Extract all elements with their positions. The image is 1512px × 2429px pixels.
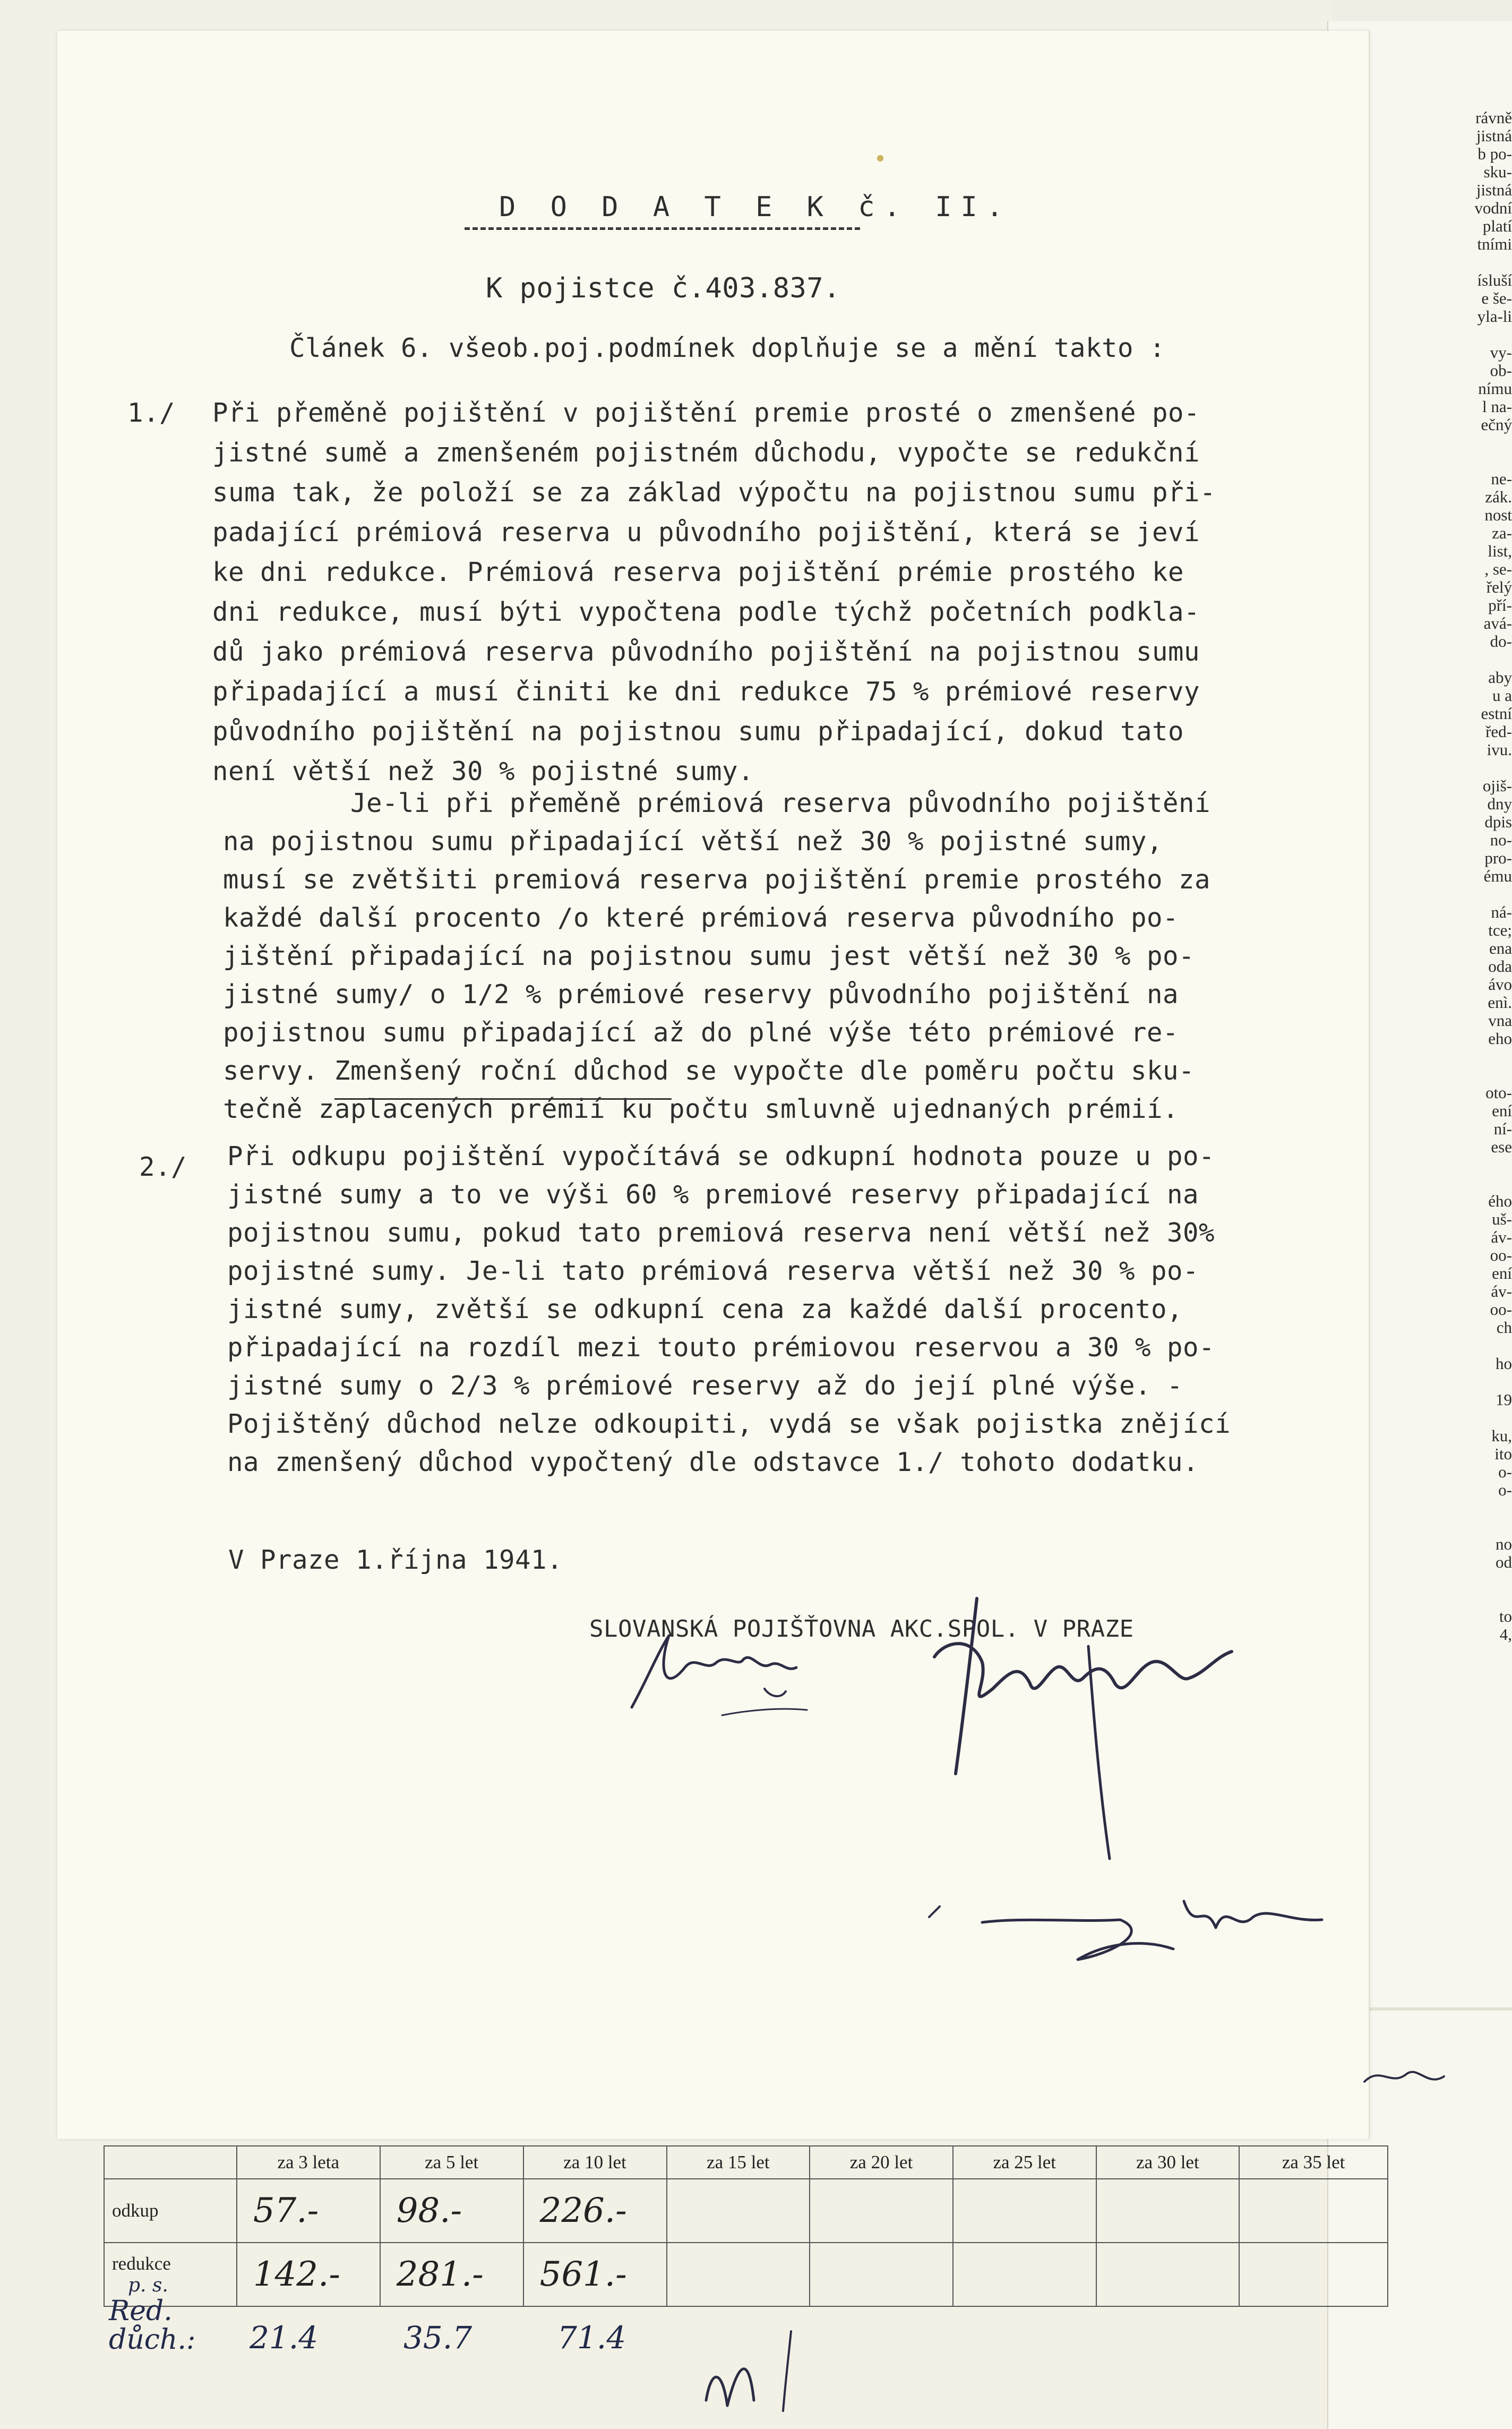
company-name: SLOVANSKÁ POJIŠŤOVNA AKC.SPOL. V PRAZE (589, 1615, 1134, 1643)
right-margin-line: sku- (1483, 162, 1512, 181)
right-margin-line: ení (1492, 1101, 1512, 1120)
right-margin-line: ého (1488, 1192, 1512, 1210)
right-margin-line: áv- (1491, 1282, 1512, 1301)
table-header-cell: za 3 leta (237, 2146, 380, 2179)
right-margin-line: ito (1494, 1444, 1512, 1463)
row-label-text: odkup (112, 2200, 159, 2221)
right-margin-line: ému (1483, 867, 1512, 885)
table-cell (667, 2243, 810, 2306)
table-cell: 142.- (237, 2243, 380, 2306)
table-row-label (104, 2179, 237, 2243)
row-sublabel-text: p. s. (128, 2274, 168, 2296)
table-cell (1239, 2179, 1388, 2243)
right-margin-line: b po- (1477, 144, 1512, 163)
right-margin-line: od (1496, 1553, 1512, 1571)
right-margin-line: ivu. (1487, 740, 1512, 759)
right-margin-line: pro- (1484, 849, 1512, 867)
red-duch-value-10: 71.4 (557, 2320, 626, 2356)
right-margin-line: áv- (1491, 1228, 1512, 1246)
right-margin-line: estní (1481, 704, 1512, 723)
table-cell (953, 2179, 1096, 2243)
section-1-number: 1./ (127, 398, 176, 428)
right-margin-line: o- (1498, 1481, 1512, 1499)
text-line: na zmenšený důchod vypočtený dle odstavce 1./ tohoto dodatku. (227, 1447, 1199, 1477)
text-line: Při odkupu pojištění vypočítává se odkupní hodnota pouze u po- (227, 1141, 1215, 1171)
right-margin-line: řed- (1485, 722, 1512, 741)
table-cell (667, 2179, 810, 2243)
text-line: padající prémiová reserva u původního pojištění, která se jeví (212, 517, 1200, 548)
right-margin-line: ku, (1491, 1426, 1512, 1445)
right-margin-line: pří- (1488, 596, 1512, 614)
red-duch-value-3: 21.4 (250, 2320, 319, 2356)
text-line: jištění připadající na pojistnou sumu jest větší než 30 % po- (223, 941, 1195, 971)
text-line: Je-li při přeměně prémiová reserva původního pojištění (350, 788, 1211, 818)
right-margin-line: oda (1488, 957, 1512, 976)
right-margin-line: nímu (1478, 379, 1512, 398)
text-line: každé další procento /o které prémiová reserva původního po- (223, 903, 1179, 933)
right-margin-line: ne- (1491, 469, 1512, 488)
right-margin-line: za- (1492, 524, 1512, 542)
table-header-row (104, 2146, 1388, 2179)
text-line: jistné sumě a zmenšeném pojistném důchodu, vypočte se redukční (212, 438, 1200, 468)
policy-reference: K pojistce č.403.837. (486, 272, 840, 304)
right-margin-line: vna (1488, 1011, 1512, 1030)
text-line: původního pojištění na pojistnou sumu připadající, dokud tato (212, 716, 1184, 747)
text-line: jistné sumy o 2/3 % prémiové reservy až do její plné výše. - (227, 1371, 1183, 1401)
text-line: není větší než 30 % pojistné sumy. (212, 756, 754, 786)
right-margin-line: ena (1489, 939, 1512, 957)
right-margin-line: u a (1492, 686, 1512, 705)
place-date: V Praze 1.října 1941. (228, 1545, 563, 1575)
text-line: pojistnou sumu připadající až do plné výše této prémiové re- (223, 1017, 1179, 1048)
section-2-number: 2./ (139, 1152, 187, 1182)
right-margin-line: ojiš- (1482, 776, 1512, 795)
right-margin-line: yla-li (1477, 307, 1512, 326)
right-margin-line: to (1499, 1607, 1512, 1626)
text-line: připadající a musí činiti ke dni redukce 75 % prémiové reservy (212, 677, 1200, 707)
table-cell (1096, 2243, 1240, 2306)
right-margin-line: oo- (1490, 1300, 1512, 1319)
right-margin-line: l na- (1482, 397, 1512, 416)
right-margin-line: no- (1490, 831, 1512, 849)
right-margin-line: ečný (1481, 415, 1512, 434)
ink-dot (877, 155, 883, 161)
table-cell (953, 2243, 1096, 2306)
text-line: tečně zaplacených prémií ku počtu smluvně ujednaných prémií. (223, 1094, 1179, 1124)
table-cell: 57.- (237, 2179, 380, 2243)
table-header-cell: za 30 let (1096, 2146, 1240, 2179)
table-row (104, 2243, 1388, 2306)
right-margin-line: no (1496, 1535, 1512, 1553)
right-margin-line: 4, (1499, 1625, 1512, 1644)
document-title: D O D A T E K č. II. (499, 191, 1012, 223)
table-cell (1239, 2243, 1388, 2306)
right-margin-line: ch (1496, 1318, 1512, 1337)
text-line: dů jako prémiová reserva původního pojištění na pojistnou sumu (212, 637, 1200, 667)
text-line: dni redukce, musí býti vypočtena podle týchž početních podkla- (212, 597, 1200, 627)
right-margin-line: enì. (1488, 993, 1512, 1012)
right-margin-line: ení (1492, 1264, 1512, 1282)
right-margin-line: ese (1491, 1137, 1512, 1156)
text-line: servy. Zmenšený roční důchod se vypočte dle poměru počtu sku- (223, 1056, 1195, 1086)
right-margin-line: ní- (1493, 1119, 1512, 1138)
right-margin-line: ho (1496, 1354, 1512, 1373)
text-line: na pojistnou sumu připadající větší než 30 % pojistné sumy, (223, 826, 1163, 857)
table-cell: 561.- (523, 2243, 667, 2306)
right-margin-line: platí (1482, 217, 1512, 235)
text-line: Při přeměně pojištění v pojištění premie prosté o zmenšené po- (212, 398, 1200, 428)
table-header-cell: za 20 let (810, 2146, 953, 2179)
text-line: jistné sumy a to ve výši 60 % premiové reservy připadající na (227, 1179, 1199, 1210)
signature-left (626, 1604, 839, 1726)
right-margin-line: dpis (1484, 812, 1512, 831)
underline-zmenseny-duchod (334, 1098, 672, 1100)
table-cell: 226.- (523, 2179, 667, 2243)
redemption-table (104, 2145, 1388, 2296)
table-header-cell: za 5 let (380, 2146, 523, 2179)
red-duch-label (109, 2297, 195, 2354)
red-duch-label-line2: důch.: (109, 2324, 196, 2356)
table-cell: 281.- (380, 2243, 523, 2306)
table-cell: 98.- (380, 2179, 523, 2243)
table-header-corner (104, 2146, 237, 2179)
text-line: suma tak, že položí se za základ výpočtu na pojistnou sumu při- (212, 477, 1216, 508)
table-cell (810, 2243, 953, 2306)
margin-scribble (1359, 2055, 1465, 2098)
right-margin-line: jistná (1476, 126, 1512, 145)
text-line: jistné sumy/ o 1/2 % prémiové reservy původního pojištění na (223, 979, 1179, 1010)
signature-right (913, 1583, 1242, 1880)
right-margin-line: ísluší (1477, 271, 1512, 289)
right-margin-line: ná- (1491, 903, 1512, 921)
right-margin-line: vy- (1490, 343, 1512, 362)
right-margin-line: tními (1477, 235, 1512, 253)
right-margin-line: list, (1488, 542, 1512, 560)
right-margin-line: nost (1484, 506, 1512, 524)
initials-bottom (690, 2321, 839, 2427)
right-margin-line: ob- (1490, 361, 1512, 380)
right-margin-line: rávně (1475, 108, 1512, 127)
right-margin-line: avá- (1483, 614, 1512, 632)
right-margin-line: vodní (1474, 199, 1512, 217)
right-margin-line: aby (1488, 668, 1512, 687)
right-margin-line: zák. (1485, 487, 1512, 506)
table-cell (810, 2179, 953, 2243)
right-margin-line: dny (1487, 794, 1512, 813)
right-margin-line: uš- (1492, 1210, 1512, 1228)
values-table (104, 2145, 1388, 2307)
text-line: pojistnou sumu, pokud tato premiová reserva není větší než 30% (227, 1218, 1215, 1248)
text-line: připadající na rozdíl mezi touto prémiovou reservou a 30 % po- (227, 1332, 1215, 1363)
text-line: musí se zvětšiti premiová reserva pojištění premie prostého za (223, 865, 1211, 895)
title-underline (465, 227, 860, 230)
row-label-text: redukce (112, 2253, 171, 2274)
text-line: Pojištěný důchod nelze odkoupiti, vydá se však pojistka znějící (227, 1409, 1231, 1439)
right-margin-line: , se- (1484, 560, 1512, 578)
table-row (104, 2179, 1388, 2243)
table-header-cell: za 35 let (1239, 2146, 1388, 2179)
text-line: jistné sumy, zvětší se odkupní cena za každé další procento, (227, 1294, 1183, 1324)
red-duch-label-line1: Red. (109, 2295, 173, 2327)
intro-line: Článek 6. všeob.poj.podmínek doplňuje se a mění takto : (289, 333, 1166, 363)
right-margin-line: řelý (1486, 578, 1512, 596)
table-header-cell: za 10 let (523, 2146, 667, 2179)
right-margin-line: 19 (1496, 1390, 1512, 1409)
right-margin-line: oo- (1490, 1246, 1512, 1264)
table-cell (1096, 2179, 1240, 2243)
signature-lower (918, 1869, 1333, 1975)
right-margin-line: eho (1488, 1029, 1512, 1048)
right-margin-line: e še- (1481, 289, 1512, 307)
text-line: ke dni redukce. Prémiová reserva pojištění prémie prostého ke (212, 557, 1184, 587)
right-margin-line: o- (1498, 1462, 1512, 1481)
right-margin-line: oto- (1485, 1083, 1512, 1102)
red-duch-value-5: 35.7 (403, 2320, 472, 2356)
right-margin-line: jistná (1476, 181, 1512, 199)
right-margin-line: ávo (1488, 975, 1512, 994)
right-margin-line: tce; (1488, 921, 1512, 939)
table-header-cell: za 15 let (667, 2146, 810, 2179)
right-margin-line: do- (1490, 632, 1512, 651)
text-line: pojistné sumy. Je-li tato prémiová reserva větší než 30 % po- (227, 1256, 1199, 1286)
table-header-cell: za 25 let (953, 2146, 1096, 2179)
